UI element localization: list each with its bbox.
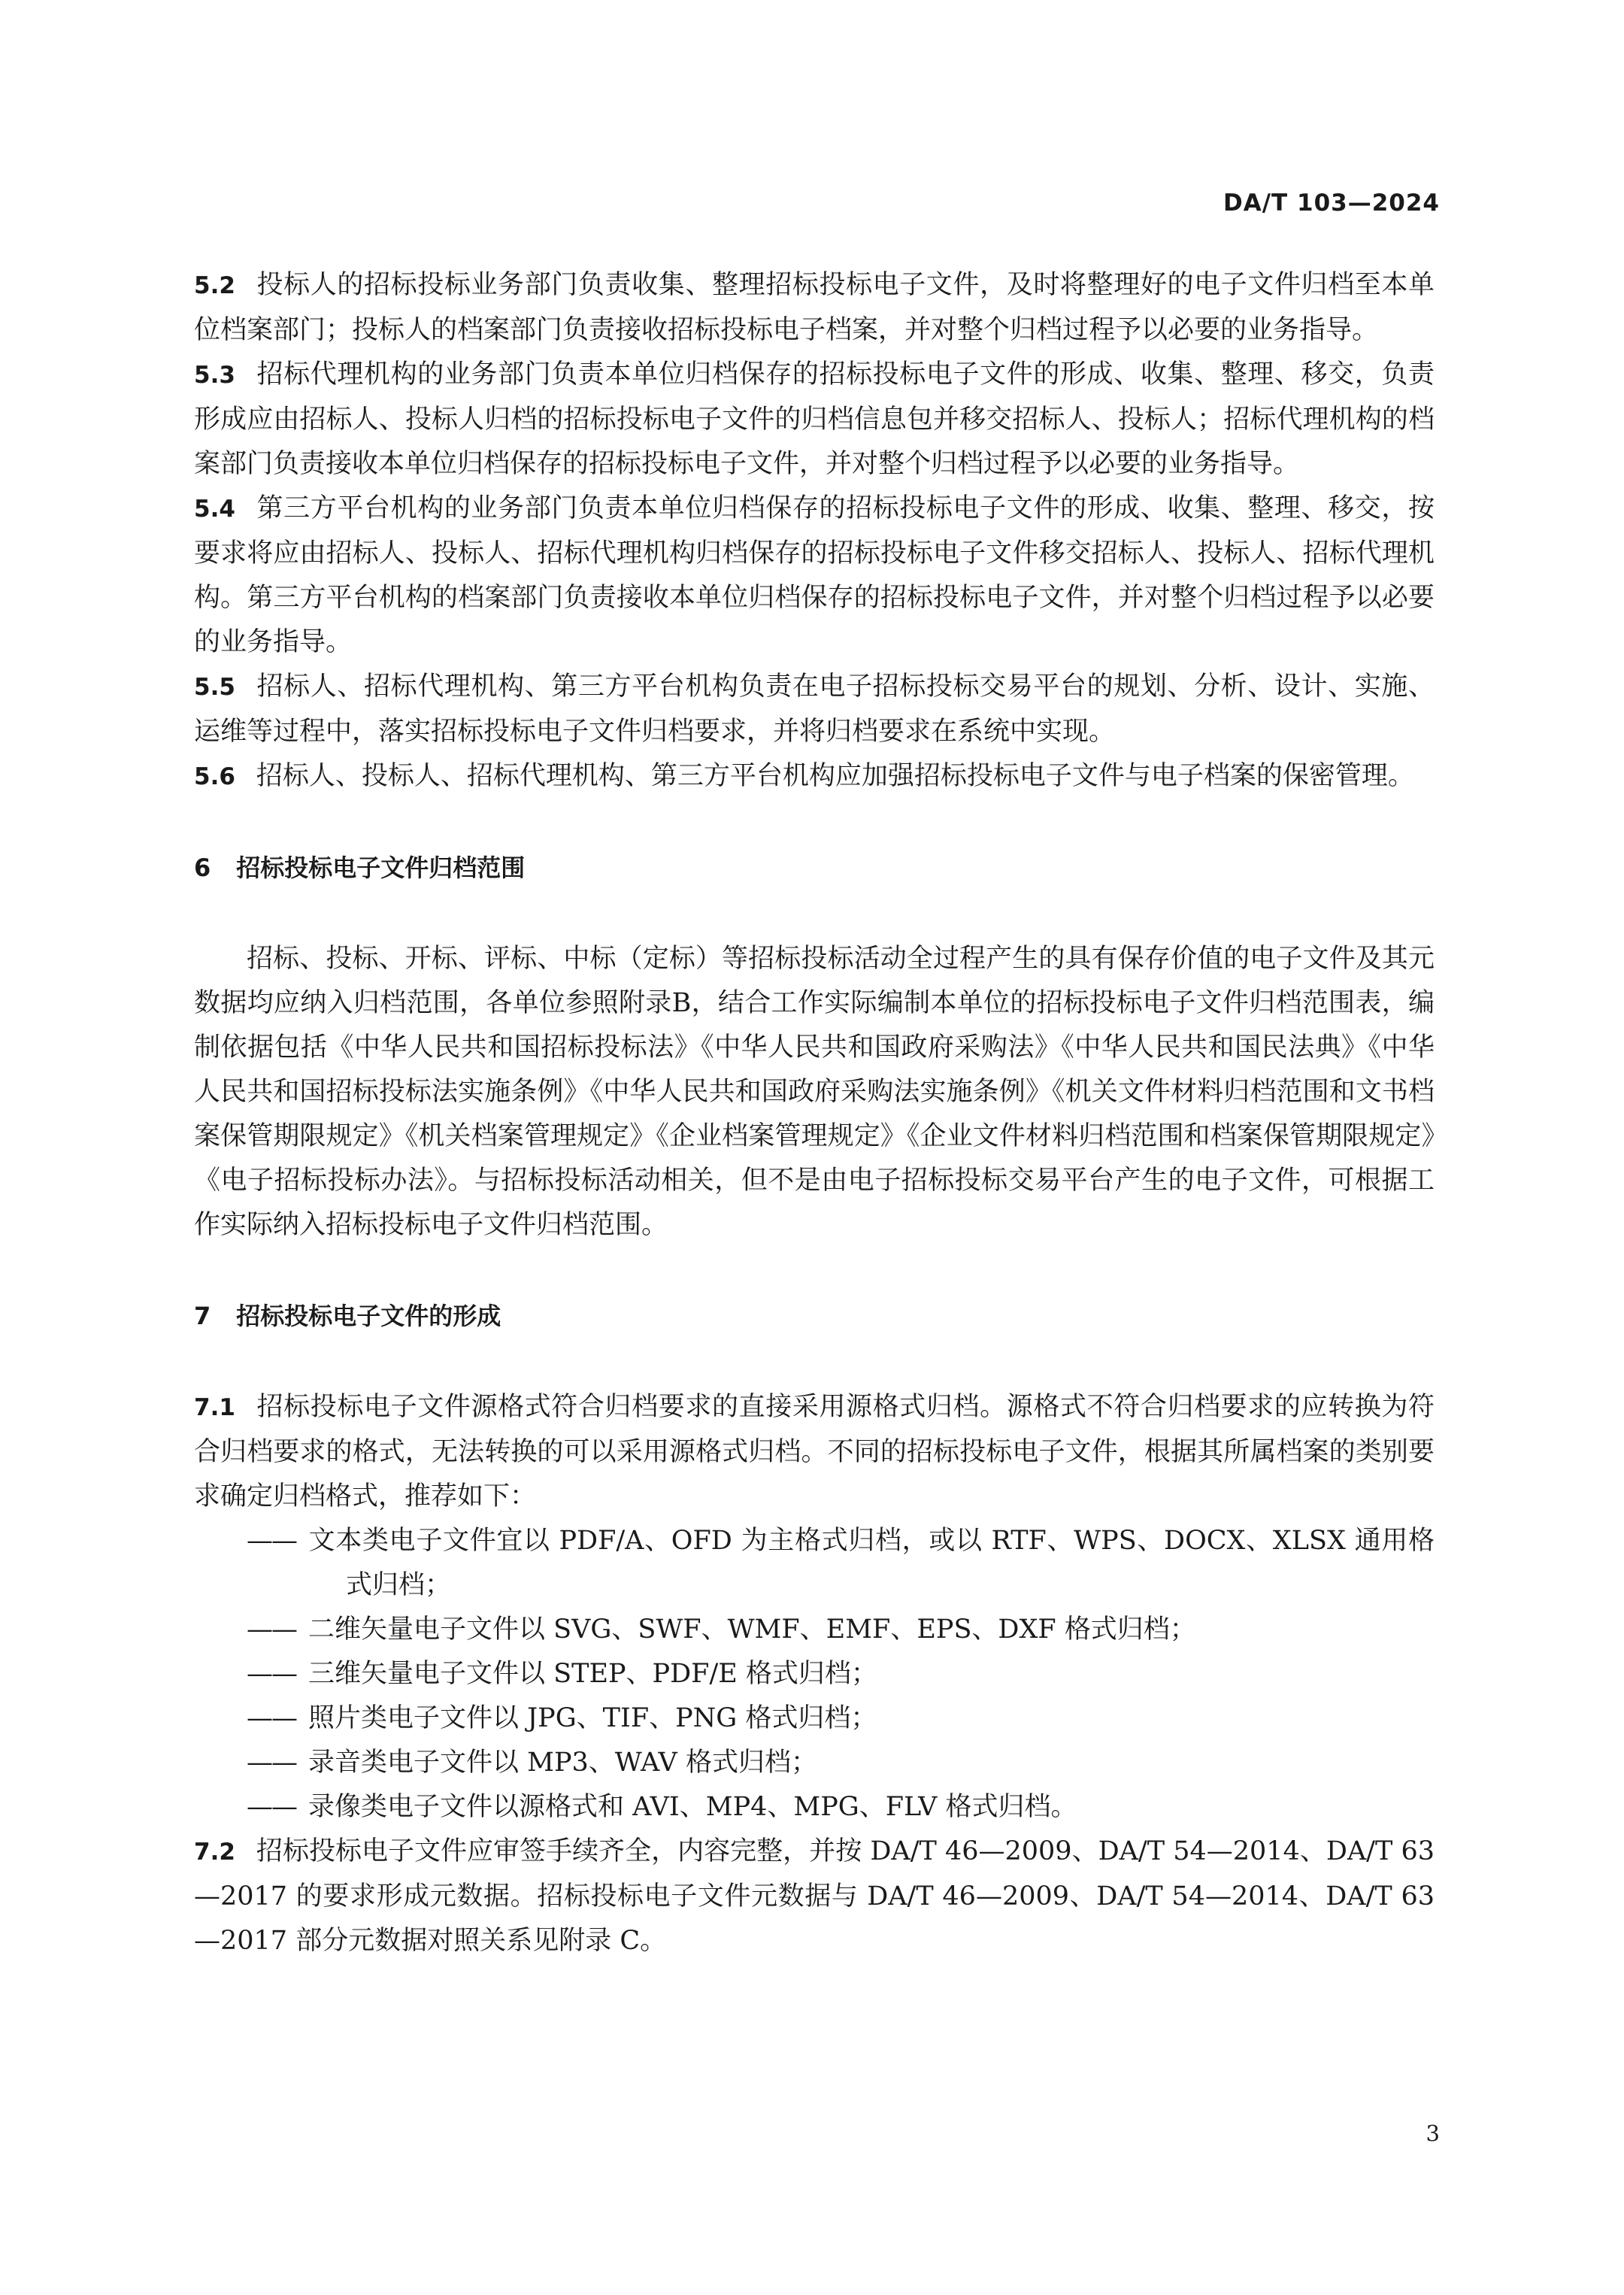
- section-6-body: 招标、投标、开标、评标、中标（定标）等招标投标活动全过程产生的具有保存价值的电子文件及其元数据均应纳入归档范围，各单位参照附录B，结合工作实际编制本单位的招标投标电子文件归档范围表，编制依据包括《中华人民共和国招标投标法》《中华人民共和国政府采购法》《中华人民共和国民法典》《中华人民共和国招标投标法实施条例》《中华人民共和国政府采购法实施条例》《机关文件材料归档范围和文书档案保管期限规定》《机关档案管理规定》《企业档案管理规定》《企业文件材料归档范围和档案保管期限规定》《电子招标投标办法》。与招标投标活动相关，但不是由电子招标投标交易平台产生的电子文件，可根据工作实际纳入招标投标电子文件归档范围。: [194, 944, 1435, 1240]
- section-number: 7: [194, 1302, 211, 1330]
- list-item-text: 照片类电子文件以 JPG、TIF、PNG 格式归档；: [308, 1703, 877, 1733]
- clause-text: 招标投标电子文件应审签手续齐全，内容完整，并按 DA/T 46—2009、DA/T 54—2014、DA/T 63—2017 的要求形成元数据。招标投标电子文件元数据与 DA/T 46—2009、DA/T 54—2014、DA/T 63—2017 部分元数据对照关系见附录 C。: [194, 1836, 1435, 1956]
- clause-5-6: [194, 754, 1435, 799]
- clause-number: 5.6: [194, 763, 235, 790]
- document-code: DA/T 103—2024: [1223, 189, 1440, 217]
- list-item-text: 二维矢量电子文件以 SVG、SWF、WMF、EMF、EPS、DXF 格式归档；: [308, 1614, 1196, 1645]
- page-number: 3: [1426, 2121, 1440, 2146]
- clause-number: 5.4: [194, 496, 235, 523]
- clause-5-2: [194, 263, 1435, 353]
- list-item-text: 录像类电子文件以源格式和 AVI、MP4、MPG、FLV 格式归档。: [308, 1792, 1077, 1822]
- dash-marker: ——: [247, 1748, 296, 1778]
- clause-number: 5.3: [194, 362, 235, 389]
- list-item-text: 三维矢量电子文件以 STEP、PDF/E 格式归档；: [308, 1659, 877, 1689]
- section-number: 6: [194, 853, 211, 882]
- document-body: [194, 263, 1435, 1963]
- list-item-text: 录音类电子文件以 MP3、WAV 格式归档；: [308, 1748, 817, 1778]
- list-item: [247, 1608, 1435, 1652]
- clause-number: 5.2: [194, 272, 235, 299]
- clause-text: 招标人、投标人、招标代理机构、第三方平台机构应加强招标投标电子文件与电子档案的保密管理。: [256, 761, 1414, 791]
- clause-7-1: [194, 1385, 1435, 1519]
- clause-text: 招标代理机构的业务部门负责本单位归档保存的招标投标电子文件的形成、收集、整理、移交，负责形成应由招标人、投标人归档的招标投标电子文件的归档信息包并移交招标人、投标人；招标代理机构的档案部门负责接收本单位归档保存的招标投标电子文件，并对整个归档过程予以必要的业务指导。: [194, 359, 1435, 479]
- dash-marker: ——: [247, 1792, 296, 1822]
- dash-marker: ——: [247, 1526, 296, 1556]
- section-title: 招标投标电子文件归档范围: [236, 853, 526, 882]
- clause-5-4: [194, 487, 1435, 665]
- clause-5-5: [194, 665, 1435, 754]
- clause-text: 投标人的招标投标业务部门负责收集、整理招标投标电子文件，及时将整理好的电子文件归档至本单位档案部门；投标人的档案部门负责接收招标投标电子档案，并对整个归档过程予以必要的业务指导。: [194, 270, 1435, 345]
- format-list: [194, 1519, 1435, 1830]
- dash-marker: ——: [247, 1659, 296, 1689]
- section-heading-6: [194, 846, 1435, 890]
- list-item: [247, 1519, 1435, 1608]
- clause-number: 7.1: [194, 1394, 235, 1421]
- clause-text: 招标投标电子文件源格式符合归档要求的直接采用源格式归档。源格式不符合归档要求的应转换为符合归档要求的格式，无法转换的可以采用源格式归档。不同的招标投标电子文件，根据其所属档案的类别要求确定归档格式，推荐如下：: [194, 1392, 1435, 1511]
- section-heading-7: [194, 1294, 1435, 1338]
- dash-marker: ——: [247, 1614, 296, 1645]
- list-item-text: 文本类电子文件宜以 PDF/A、OFD 为主格式归档，或以 RTF、WPS、DOCX、XLSX 通用格式归档；: [308, 1526, 1435, 1600]
- dash-marker: ——: [247, 1703, 296, 1733]
- list-item: [247, 1696, 1435, 1741]
- section-title: 招标投标电子文件的形成: [236, 1302, 501, 1330]
- clause-text: 第三方平台机构的业务部门负责本单位归档保存的招标投标电子文件的形成、收集、整理、移交，按要求将应由招标人、投标人、招标代理机构归档保存的招标投标电子文件移交招标人、投标人、招标代理机构。第三方平台机构的档案部门负责接收本单位归档保存的招标投标电子文件，并对整个归档过程予以必要的业务指导。: [194, 493, 1435, 657]
- clause-7-2: [194, 1830, 1435, 1963]
- clause-text: 招标人、招标代理机构、第三方平台机构负责在电子招标投标交易平台的规划、分析、设计、实施、运维等过程中，落实招标投标电子文件归档要求，并将归档要求在系统中实现。: [194, 672, 1435, 747]
- clause-5-3: [194, 353, 1435, 487]
- clause-number: 7.2: [194, 1839, 235, 1866]
- list-item: [247, 1741, 1435, 1785]
- clause-number: 5.5: [194, 674, 235, 701]
- list-item: [247, 1652, 1435, 1696]
- list-item: [247, 1785, 1435, 1830]
